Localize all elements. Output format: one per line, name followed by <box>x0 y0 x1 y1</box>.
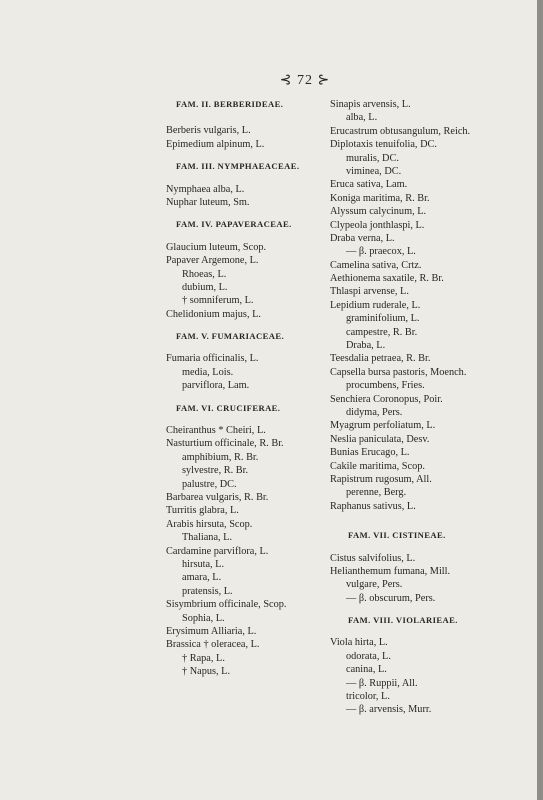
page-number-ornament-left: ⊰ <box>279 73 293 88</box>
species-entry: Brassica † oleracea, L. <box>166 639 260 651</box>
family-heading: FAM. VII. CISTINEAE. <box>348 530 446 541</box>
species-entry: Fumaria officinalis, L. <box>166 353 259 365</box>
species-entry: Senchiera Coronopus, Poir. <box>330 393 443 405</box>
species-entry: Diplotaxis tenuifolia, DC. <box>330 139 437 151</box>
species-entry: alba, L. <box>346 112 378 124</box>
spacer <box>166 151 336 160</box>
species-entry: Neslia paniculata, Desv. <box>330 433 430 445</box>
species-entry: Nymphaea alba, L. <box>166 183 245 195</box>
species-entry: — β. obscurum, Pers. <box>346 592 436 604</box>
species-entry: Rapistrum rugosum, All. <box>330 473 432 485</box>
species-entry: Viola hirta, L. <box>330 637 388 649</box>
species-entry: Draba verna, L. <box>330 232 395 244</box>
species-entry: Epimedium alpinum, L. <box>166 138 265 150</box>
species-entry: perenne, Berg. <box>346 487 407 499</box>
species-entry: odorata, L. <box>346 650 391 662</box>
species-entry: † somniferum, L. <box>182 295 254 307</box>
species-entry: dubium, L. <box>182 281 228 293</box>
species-entry: Teesdalia petraea, R. Br. <box>330 353 431 365</box>
species-entry: Cistus salvifolius, L. <box>330 552 416 564</box>
spacer <box>330 627 520 636</box>
species-entry: Sisymbrium officinale, Scop. <box>166 599 287 611</box>
spacer <box>166 343 336 352</box>
species-entry: didyma, Pers. <box>346 406 403 418</box>
species-entry: Arabis hirsuta, Scop. <box>166 518 253 530</box>
species-entry: Thlaspi arvense, L. <box>330 286 409 298</box>
species-entry: — β. praecox, L. <box>346 246 416 258</box>
species-entry: Papaver Argemone, L. <box>166 255 259 267</box>
spacer <box>166 321 336 330</box>
spacer <box>330 605 520 614</box>
species-entry: Bunias Erucago, L. <box>330 447 410 459</box>
species-entry: Erucastrum obtusangulum, Reich. <box>330 125 471 137</box>
species-entry: † Rapa, L. <box>182 652 225 664</box>
family-heading: FAM. VI. CRUCIFERAE. <box>176 402 281 413</box>
right-column <box>330 98 520 717</box>
species-entry: Sinapis arvensis, L. <box>330 99 411 110</box>
species-entry: tricolor, L. <box>346 691 390 703</box>
species-entry: Raphanus sativus, L. <box>330 500 416 512</box>
species-entry: Cheiranthus * Cheiri, L. <box>166 425 266 437</box>
species-entry: Koniga maritima, R. Br. <box>330 192 430 204</box>
species-entry: canina, L. <box>346 664 387 676</box>
species-entry: Rhoeas, L. <box>182 268 227 280</box>
species-entry: Berberis vulgaris, L. <box>166 125 251 137</box>
species-entry: muralis, DC. <box>346 152 399 164</box>
species-entry: Barbarea vulgaris, R. Br. <box>166 491 269 503</box>
family-heading: FAM. III. NYMPHAEACEAE. <box>176 161 300 172</box>
species-entry: Glaucium luteum, Scop. <box>166 241 267 253</box>
species-entry: — β. arvensis, Murr. <box>346 704 432 716</box>
species-entry: Clypeola jonthlaspi, L. <box>330 219 425 231</box>
species-entry: Eruca sativa, Lam. <box>330 179 408 191</box>
species-entry: amara, L. <box>182 572 222 584</box>
spacer <box>166 232 336 241</box>
species-entry: Sophia, L. <box>182 612 225 624</box>
species-entry: † Napus, L. <box>182 666 231 678</box>
species-entry: Cardamine parviflora, L. <box>166 545 269 557</box>
spacer <box>166 415 336 424</box>
family-heading: FAM. II. BERBERIDEAE. <box>176 99 284 109</box>
species-entry: pratensis, L. <box>182 585 233 597</box>
species-entry: Erysimum Alliaria, L. <box>166 625 257 637</box>
spacer <box>166 111 336 124</box>
species-entry: Lepidium ruderale, L. <box>330 299 421 311</box>
left-column <box>166 98 336 678</box>
spacer <box>166 393 336 402</box>
spacer <box>166 209 336 218</box>
page-number-ornament-right: ⊱ <box>317 73 331 88</box>
species-entry: palustre, DC. <box>182 478 237 490</box>
species-entry: Camelina sativa, Crtz. <box>330 259 422 271</box>
species-entry: Chelidonium majus, L. <box>166 308 261 320</box>
species-entry: Turritis glabra, L. <box>166 505 239 517</box>
species-entry: Myagrum perfoliatum, L. <box>330 420 436 432</box>
species-entry: vulgare, Pers. <box>346 579 403 591</box>
species-entry: Draba, L. <box>346 340 386 352</box>
species-entry: Capsella bursa pastoris, Moench. <box>330 366 467 378</box>
species-entry: sylvestre, R. Br. <box>182 465 249 477</box>
family-heading: FAM. VIII. VIOLARIEAE. <box>348 615 458 626</box>
species-entry: Nasturtium officinale, R. Br. <box>166 438 284 450</box>
species-entry: parviflora, Lam. <box>182 380 250 392</box>
species-entry: Alyssum calycinum, L. <box>330 206 427 218</box>
page-number <box>260 72 350 89</box>
species-entry: media, Lois. <box>182 366 234 378</box>
species-entry: — β. Ruppii, All. <box>346 677 418 689</box>
species-entry: Helianthemum fumana, Mill. <box>330 565 451 577</box>
page-number-value: 72 <box>297 73 313 88</box>
species-entry: Cakile maritima, Scop. <box>330 460 425 472</box>
species-entry: amphibium, R. Br. <box>182 451 259 463</box>
family-heading: FAM. IV. PAPAVERACEAE. <box>176 219 292 230</box>
species-entry: Aethionema saxatile, R. Br. <box>330 273 444 285</box>
page-edge-shadow <box>537 0 543 800</box>
spacer <box>166 174 336 183</box>
species-entry: Thaliana, L. <box>182 532 233 544</box>
species-entry: Nuphar luteum, Sm. <box>166 196 250 208</box>
spacer <box>330 543 520 552</box>
species-entry: procumbens, Fries. <box>346 380 425 392</box>
species-entry: campestre, R. Br. <box>346 326 418 338</box>
species-entry: graminifolium, L. <box>346 313 420 325</box>
species-entry: viminea, DC. <box>346 165 402 177</box>
spacer <box>330 513 520 529</box>
family-heading: FAM. V. FUMARIACEAE. <box>176 331 285 342</box>
species-entry: hirsuta, L. <box>182 558 225 570</box>
